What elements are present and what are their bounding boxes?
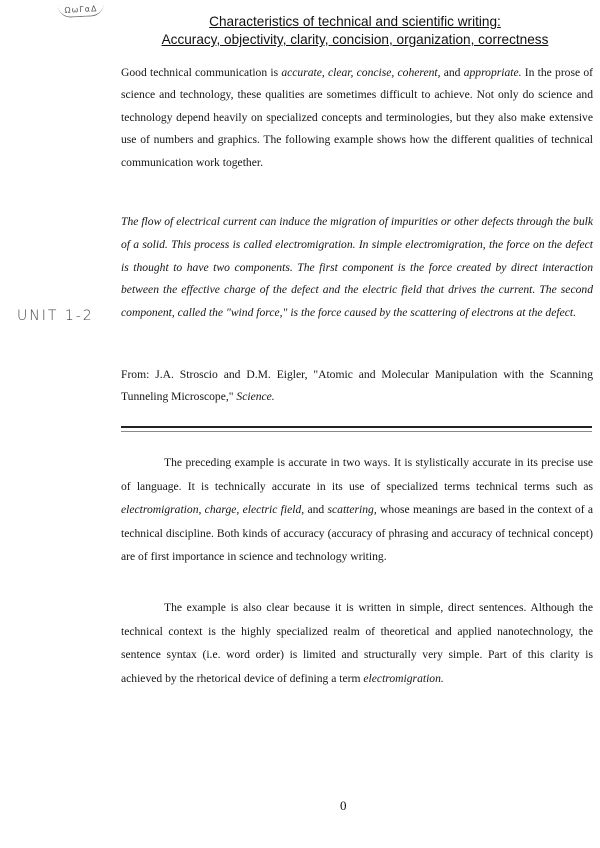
page-number: 0 xyxy=(340,798,347,813)
handwritten-margin-note: UNIT 1-2 xyxy=(17,308,94,324)
example-quote: The flow of electrical current can induce the migration of impurities or other defects through the bulk of a solid. This process is called electromigration. In simple electromigration, the force on the defect is thought to have two components. The first component is the force created by direct interaction between the effective charge of the defect and the electric field that drives the current. The second component, called the "wind force," is the force caused by the scattering of electrons at the defect. xyxy=(121,215,593,320)
page-title-line-2: Accuracy, objectivity, clarity, concision, organization, correctness xyxy=(161,32,549,47)
source-citation: From: J.A. Stroscio and D.M. Eigler, "Atomic and Molecular Manipulation with the Scanning Tunneling Microscope," Science. xyxy=(121,368,593,404)
intro-paragraph: Good technical communication is accurate, clear, concise, coherent, and appropriate. In the prose of science and technology, these qualities are sometimes difficult to achieve. Not only do science and technology depend heavily on specialized concepts and terminologies, but they also make extensive use of numbers and graphics. The following example shows how the different qualities of technical communication work together. xyxy=(121,66,594,169)
section-divider-thin xyxy=(121,431,592,432)
clarity-paragraph: The example is also clear because it is written in simple, direct sentences. Although the technical context is the highly specialized realm of theoretical and applied nanotechnology, the sentence syntax (i.e. word order) is limited and structurally very simple. Part of this clarity is achieved by the rhetorical device of defining a term electromigration. xyxy=(121,601,593,685)
accuracy-paragraph: The preceding example is accurate in two ways. It is stylistically accurate in its precise use of language. It is technically accurate in its use of specialized terms technical terms such as electromigration, charge, electric field, and scattering, whose meanings are based in the context of a technical discipline. Both kinds of accuracy (accuracy of phrasing and accuracy of technical concept) are of first importance in science and technology writing. xyxy=(121,456,594,564)
section-divider xyxy=(121,426,592,428)
header-stamp: ΩωΓαΔ xyxy=(58,3,105,18)
page-title-line-1: Characteristics of technical and scientific writing: xyxy=(209,14,501,29)
